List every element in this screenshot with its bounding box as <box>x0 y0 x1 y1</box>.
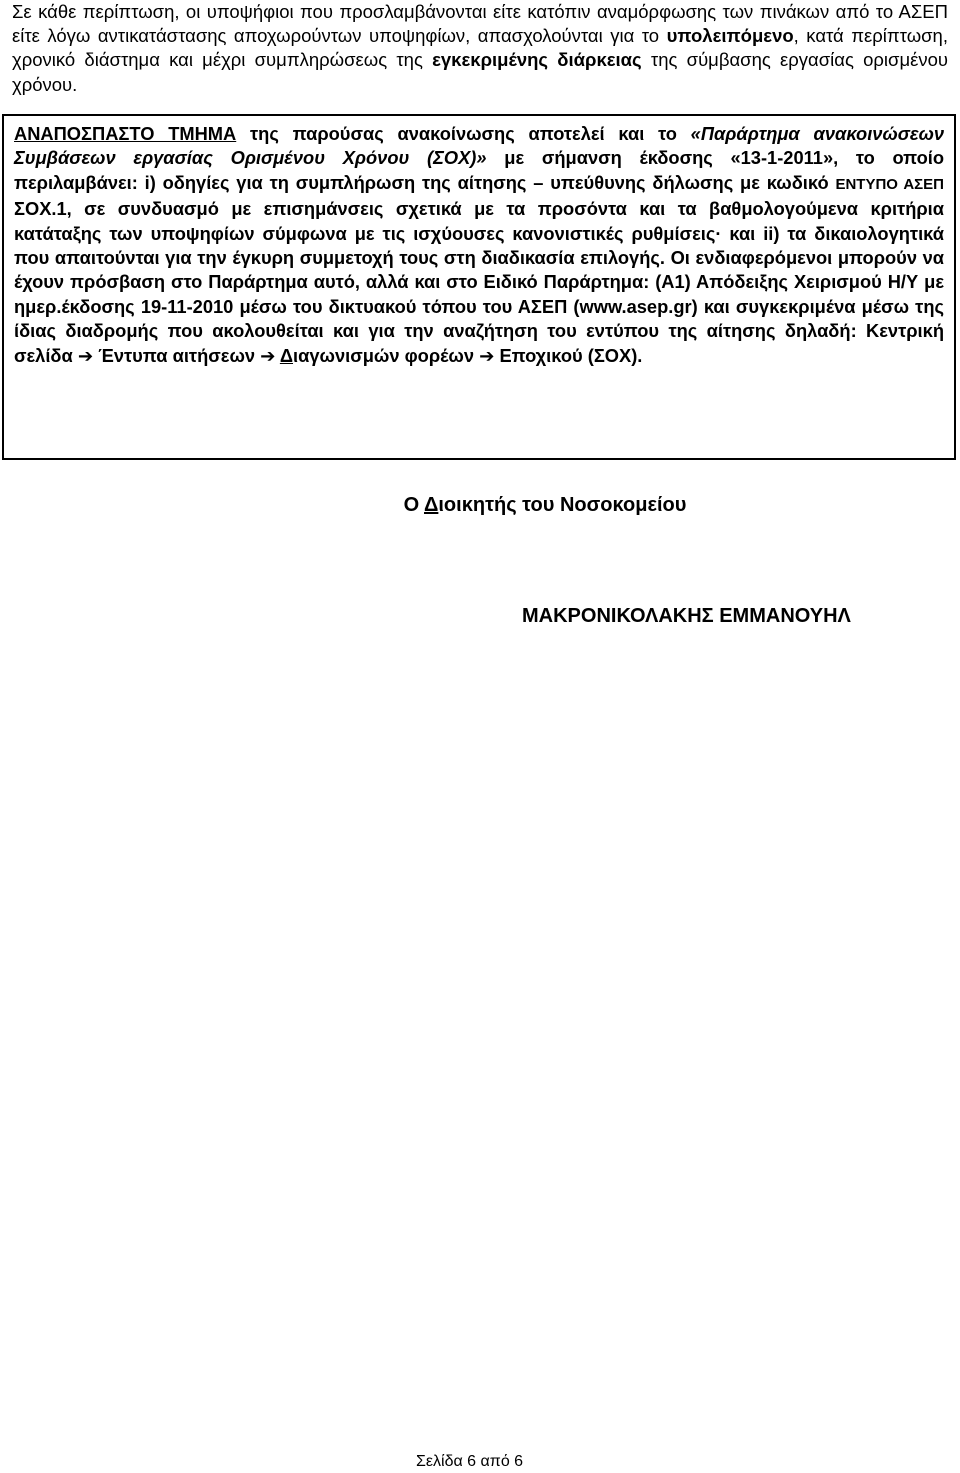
signatory-title-post: ιοικητής του Νοσοκομείου <box>438 494 687 516</box>
box-text-4: Έντυπα αιτήσεων <box>93 344 261 366</box>
signatory-title-underlined: Δ <box>424 494 439 516</box>
intro-bold-duration: εγκεκριμένης διάρκειας <box>432 49 642 71</box>
intro-paragraph <box>12 0 948 97</box>
arrow-icon-1: ➔ <box>77 344 94 366</box>
page-number: Σελίδα 6 από 6 <box>416 1453 524 1470</box>
box-text-2: με σήμανση έκδοσης «13-1-2011», το οποίο περιλαμβάνει: i) οδηγίες για τη συμπλήρωση της αίτησης – υπεύθυνης δήλωσης με κωδικό <box>14 147 945 193</box>
box-text-7: Εποχικού (ΣΟΧ). <box>494 344 643 366</box>
arrow-icon-2: ➔ <box>260 344 276 366</box>
signatory-name: ΜΑΚΡΟΝΙΚΟΛΑΚΗΣ ΕΜΜΑΝΟΥΗΛ <box>522 605 851 627</box>
signatory-title <box>0 494 960 517</box>
arrow-icon-3: ➔ <box>479 344 495 366</box>
box-text-1: της παρούσας ανακοίνωσης αποτελεί και το <box>236 123 691 144</box>
intro-text-1: Σε κάθε περίπτωση, οι υποψήφιοι που προσλαμβάνονται είτε κατόπιν αναμόρφωσης των πινάκων από το ΑΣΕΠ είτε λόγω αντικατάστασης αποχωρούντων υποψηφίων, απασχολούνται για το <box>12 1 948 47</box>
annex-title: «Παράρτημα ανακοινώσεων Συμβάσεων εργασίας Ορισμένου Χρόνου (ΣΟΧ)» <box>14 123 944 169</box>
box-text-6: ιαγωνισμών φορέων <box>293 344 480 366</box>
intro-bold-remaining: υπολειπόμενο <box>666 25 794 47</box>
box-text-3: ΣΟΧ.1, σε συνδυασμό με επισημάνσεις σχετικά με τα προσόντα και τα βαθμολογούμενα κριτήρια κατάταξης των υποψηφίων σύμφωνα με τις ισχύουσες κανονιστικές ρυθμίσεις· και ii) τα δικαιολογητικά που απαιτούνται για την έγκυρη συμμετοχή τους στη διαδικασία επιλογής. Οι ενδιαφερόμενοι μπορούν να έχουν πρόσβαση στο Παράρτημα αυτό, αλλά και στο Ειδικό Παράρτημα: (Α1) Απόδειξης Χειρισμού Η/Υ με ημερ.έκδοσης 19-11-2010 μέσω του δικτυακού τόπου του ΑΣΕΠ (www.asep.gr) και συγκεκριμένα μέσω της ίδιας διαδρομής που ακολουθείται και για την αναζήτηση του εντύπου της αίτησης δηλαδή: Κεντρική σελίδα <box>14 198 944 366</box>
signatory-title-pre: Ο <box>403 494 424 516</box>
detachable-heading: ΑΝΑΠΟΣΠΑΣΤΟ ΤΜΗΜΑ <box>14 123 237 144</box>
box-underlined-letter: Δ <box>279 344 294 366</box>
form-code: ΕΝΤΥΠΟ ΑΣΕΠ <box>835 175 944 193</box>
intro-text-3: της σύμβασης εργασίας ορισμένου χρόνου. <box>12 49 949 95</box>
detachable-section-box <box>2 114 956 460</box>
intro-text-2: , κατά περίπτωση, χρονικό διάστημα και μέχρι συμπληρώσεως της <box>12 25 948 71</box>
